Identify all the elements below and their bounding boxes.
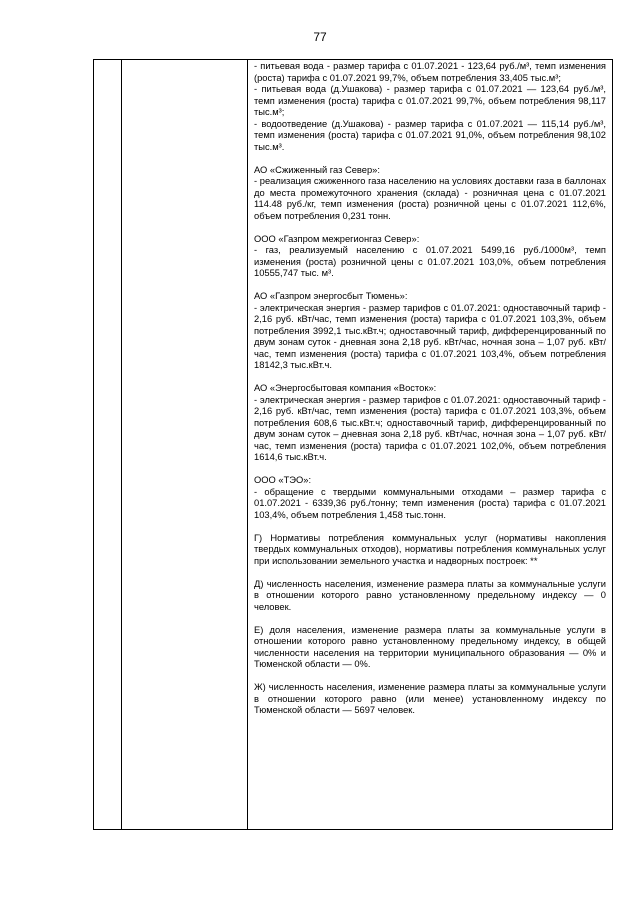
water-ushakova-tariff-line: - питьевая вода (д.Ушакова) - размер тарифа с 01.07.2021 — 123,64 руб./м³, темп изменения (роста) тарифа с 01.07.2021 99,7%, объем потребления 98,117 тыс.м³; — [254, 84, 606, 117]
water-tariffs-block — [254, 61, 606, 153]
teo-block — [254, 475, 606, 521]
section-e-text: Е) доля населения, изменение размера платы за коммунальные услуги в отношении которого равно установленному предельному индексу, в общей численности населения на территории муниципального образования — 0% и Тюменской области — 0%. — [254, 624, 606, 669]
page-number: 77 — [313, 30, 327, 44]
sewage-ushakova-tariff-line: - водоотведение (д.Ушакова) - размер тарифа с 01.07.2021 — 115,14 руб./м³, темп изменения (роста) тарифа с 01.07.2021 91,0%, объем потребления 98,102 тыс.м³. — [254, 118, 606, 152]
section-d-population — [254, 579, 606, 614]
document-table — [93, 59, 613, 830]
provider-tariff-text: - электрическая энергия - размер тарифов с 01.07.2021: одноставочный тариф - 2,16 руб. кВт/час, темп изменения (роста) тарифа с 01.07.2021 103,3%, объем потребления 3992,1 тыс.кВт.ч; одноставочный тариф, дифференцированный по двум зонам суток - дневная зона 2,18 руб. кВт/час, ночная зона – 1,07 руб. кВт/час, темп изменения (роста) тарифа с 01.07.2021 103,4%, объем потребления 18142,3 тыс.кВт.ч. — [254, 302, 606, 370]
liquefied-gas-block — [254, 165, 606, 223]
provider-tariff-text: - обращение с твердыми коммунальными отходами – размер тарифа с 01.07.2021 - 6339,36 руб./тонну; темп изменения (роста) тарифа с 01.07.2021 103,4%, объем потребления 1,458 тыс.тонн. — [254, 486, 606, 520]
energosbyt-vostok-block — [254, 383, 606, 464]
provider-heading: АО «Сжиженный газ Север»: — [254, 164, 380, 175]
section-e-population-share — [254, 625, 606, 671]
provider-heading: АО «Газпром энергосбыт Тюмень»: — [254, 291, 408, 301]
section-g-text: Г) Нормативы потребления коммунальных услуг (нормативы накопления твердых коммунальных отходов), нормативы потребления коммунальных услуг при использовании земельного участка и надворных построек: ** — [254, 532, 606, 566]
provider-heading: ООО «ТЭО»: — [254, 475, 312, 485]
section-zh-population — [254, 682, 606, 717]
provider-tariff-text: - электрическая энергия - размер тарифов с 01.07.2021: одноставочный тариф - 2,16 руб. кВт/час, темп изменения (роста) тарифа с 01.07.2021 103,3%, объем потребления 608,6 тыс.кВт.ч; одноставочный тариф, дифференцированный по двум зонам суток – дневная зона 2,18 руб. кВт/час, ночная зона – 1,07 руб. кВт/час, темп изменения (роста) тарифа с 01.07.2021 102,0%, объем потребления 1614,6 тыс.кВт.ч. — [254, 394, 606, 462]
gazprom-mezhregiongaz-block — [254, 234, 606, 280]
provider-tariff-text: - реализация сжиженного газа населению на условиях доставки газа в баллонах до места промежуточного хранения (склада) - розничная цена с 01.07.2021 114.48 руб./кг, темп изменения (роста) розничной цены с 01.07.2021 112,6%, объем потребления 0,231 тонн. — [254, 176, 606, 221]
provider-heading: ООО «Газпром межрегионгаз Север»: — [254, 233, 420, 244]
section-g-norms — [254, 533, 606, 568]
provider-tariff-text: - газ, реализуемый населению с 01.07.2021 5499,16 руб./1000м³, темп изменения (роста) розничной цены с 01.07.2021 103,0%, объем потребления 10555,747 тыс. м³. — [254, 245, 606, 278]
table-column-content — [248, 60, 612, 829]
section-zh-text: Ж) численность населения, изменение размера платы за коммунальные услуги в отношении которого равно (или менее) установленному индексу по Тюменской области — 5697 человек. — [254, 682, 606, 715]
table-column-indicator — [122, 60, 248, 829]
gazprom-energosbyt-block — [254, 291, 606, 372]
table-column-number — [94, 60, 122, 829]
water-tariff-line: - питьевая вода - размер тарифа с 01.07.2021 - 123,64 руб./м³, темп изменения (роста) тарифа с 01.07.2021 99,7%, объем потребления 33,405 тыс.м³; — [254, 61, 606, 83]
provider-heading: АО «Энергосбытовая компания «Восток»: — [254, 383, 437, 393]
section-d-text: Д) численность населения, изменение размера платы за коммунальные услуги в отношении которого равно установленному предельному индексу — 0 человек. — [254, 578, 606, 612]
